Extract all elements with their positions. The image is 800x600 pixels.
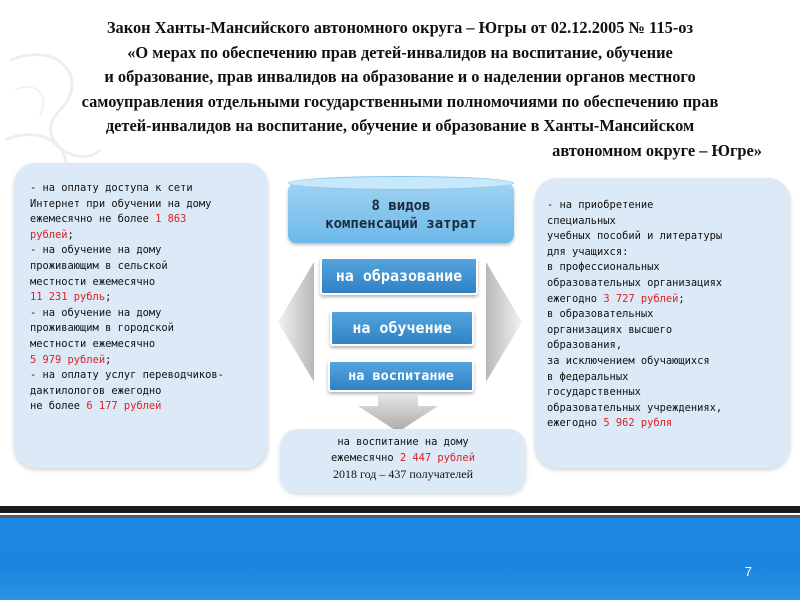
home-upbringing-box [280,429,526,493]
title-line: автономном округе – Югре» [552,140,762,160]
amount-value: 3 727 рублей [603,292,679,305]
text-fragment: ежемесячно [331,451,400,464]
text-line [30,228,258,244]
text-line: - на оплату доступа к сети [30,182,193,194]
text-line: Интернет при обучении на дому [30,197,212,210]
text-fragment: ; [105,353,112,366]
text-fragment: ; [67,228,74,241]
slide-title [8,16,792,164]
text-line: организациях высшего [547,323,673,336]
arrow-left-icon [278,262,314,382]
amount-value: 6 177 рублей [86,400,162,413]
text-line: за исключением обучающихся [547,354,710,367]
text-line: образовательных организациях [547,276,723,289]
amount-value: 2 447 рублей [399,451,475,464]
text-line: на воспитание на дому [337,436,469,448]
text-line: для учащихся: [547,245,629,258]
text-fragment: ежегодно [547,417,604,430]
text-line: специальных [547,214,616,227]
right-compensation-panel [535,178,790,468]
text-line: проживающим в сельской [30,259,168,272]
text-line: в федеральных [547,370,629,383]
text-line: государственных [547,386,641,399]
amount-value: 1 863 [155,213,187,226]
arrow-right-icon [486,262,522,382]
text-fragment: ежемесячно не более [30,213,156,226]
title-line: Закон Ханты-Мансийского автономного округа – Югры от 02.12.2005 № 115-оз [106,18,694,37]
text-line [30,353,258,369]
arrow-down-icon [358,394,438,432]
education-button: на образование [320,257,478,295]
text-line: в образовательных [547,308,654,321]
text-line: образования, [547,339,623,352]
cylinder-line: 8 видов [371,198,431,214]
title-line: и образование, прав инвалидов на образование и о наделении органов местного [104,67,696,87]
text-line: - на обучение на дому [30,244,162,257]
text-fragment: ; [678,292,685,305]
footer-band [0,518,800,600]
text-line [547,416,782,432]
text-line: учебных пособий и литературы [547,230,723,243]
title-line: детей-инвалидов на воспитание, обучение и образование в Ханты-Мансийском [105,116,695,136]
cylinder-line: компенсаций затрат [325,216,477,232]
amount-unit: рублей [30,228,68,241]
text-line: в профессиональных [547,261,660,274]
training-button: на обучение [330,310,474,346]
amount-value: 5 979 рублей [30,353,106,366]
amount-value: 5 962 рубля [603,417,673,430]
page-number: 7 [744,564,752,579]
text-line: дактилологов ежегодно [30,384,162,397]
text-fragment: не более [30,400,87,413]
text-line: - на оплату услуг переводчиков- [30,369,224,382]
text-line: проживающим в городской [30,322,174,335]
left-compensation-panel [14,163,268,468]
text-line [30,290,258,306]
recipients-line: 2018 год – 437 получателей [333,467,473,482]
text-line: местности ежемесячно [30,337,156,350]
text-line [30,399,258,415]
text-line: образовательных учреждениях, [547,401,723,414]
title-line: самоуправления отдельными государственными полномочиями по обеспечению прав [81,91,719,111]
footer-divider [0,506,800,513]
text-fragment: ежегодно [547,292,604,305]
compensation-types-cylinder [288,183,514,243]
amount-value: 11 231 рубль [30,291,106,304]
text-line [547,292,782,308]
text-line: - на приобретение [547,199,654,211]
text-line [280,451,526,467]
text-line [30,212,258,228]
text-line: - на обучение на дому [30,306,162,319]
text-line: местности ежемесячно [30,275,156,288]
text-fragment: ; [105,291,112,304]
title-line: «О мерах по обеспечению прав детей-инвалидов на воспитание, обучение [127,42,673,62]
upbringing-button: на воспитание [328,360,474,392]
